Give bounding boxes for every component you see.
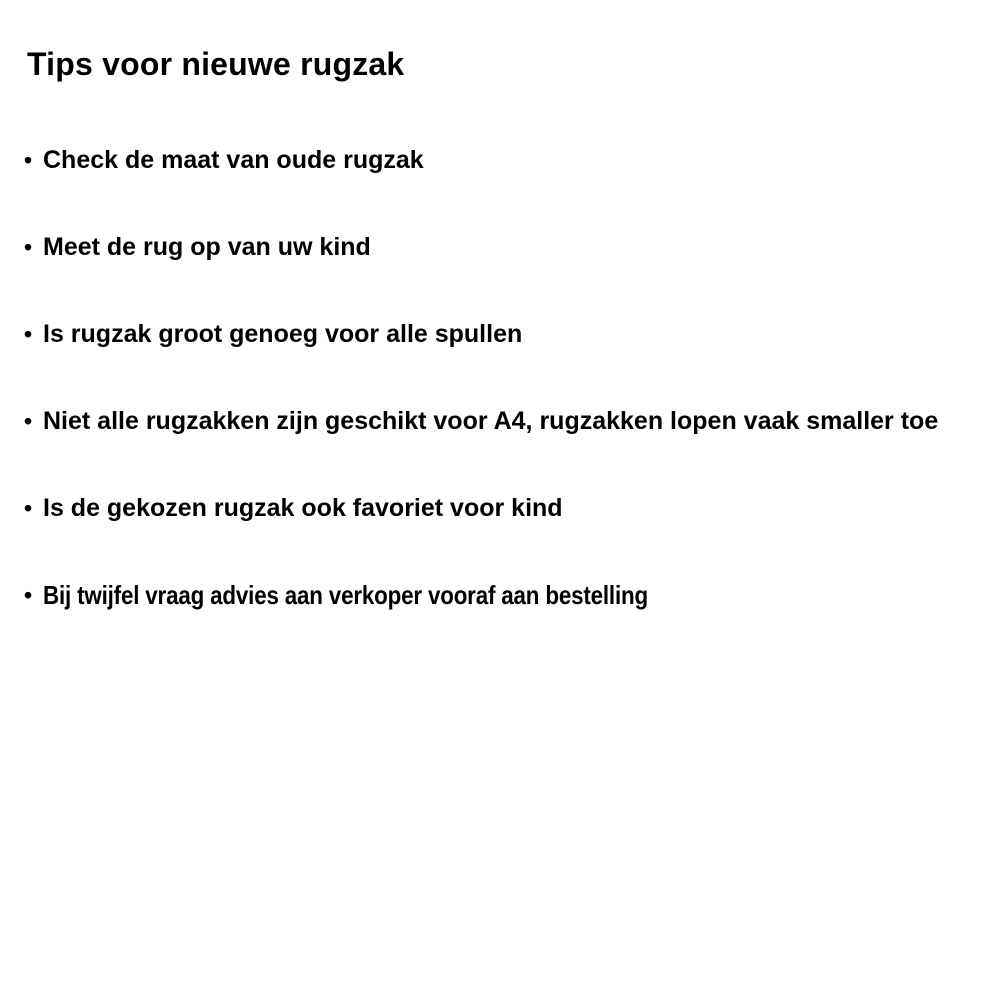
list-item-text: Check de maat van oude rugzak	[43, 146, 424, 174]
list-item-text: Niet alle rugzakken zijn geschikt voor A4, rugzakken lopen vaak smaller toe	[43, 407, 939, 435]
list-item	[24, 145, 1000, 176]
bullet-icon: •	[24, 147, 33, 173]
list-item-text: Is rugzak groot genoeg voor alle spullen	[43, 320, 523, 348]
list-item-text: Meet de rug op van uw kind	[43, 233, 371, 261]
tips-list	[24, 145, 1000, 611]
bullet-icon: •	[24, 408, 33, 434]
bullet-icon: •	[24, 495, 33, 521]
list-item	[24, 319, 1000, 350]
list-item	[24, 580, 1000, 611]
bullet-icon: •	[24, 582, 33, 608]
page-title: Tips voor nieuwe rugzak	[27, 46, 405, 82]
list-item-text: Is de gekozen rugzak ook favoriet voor kind	[43, 494, 563, 522]
bullet-icon: •	[24, 234, 33, 260]
list-item-text: Bij twijfel vraag advies aan verkoper vooraf aan bestelling	[43, 580, 648, 610]
list-item	[24, 232, 1000, 263]
list-item	[24, 406, 1000, 437]
list-item	[24, 493, 1000, 524]
bullet-icon: •	[24, 321, 33, 347]
